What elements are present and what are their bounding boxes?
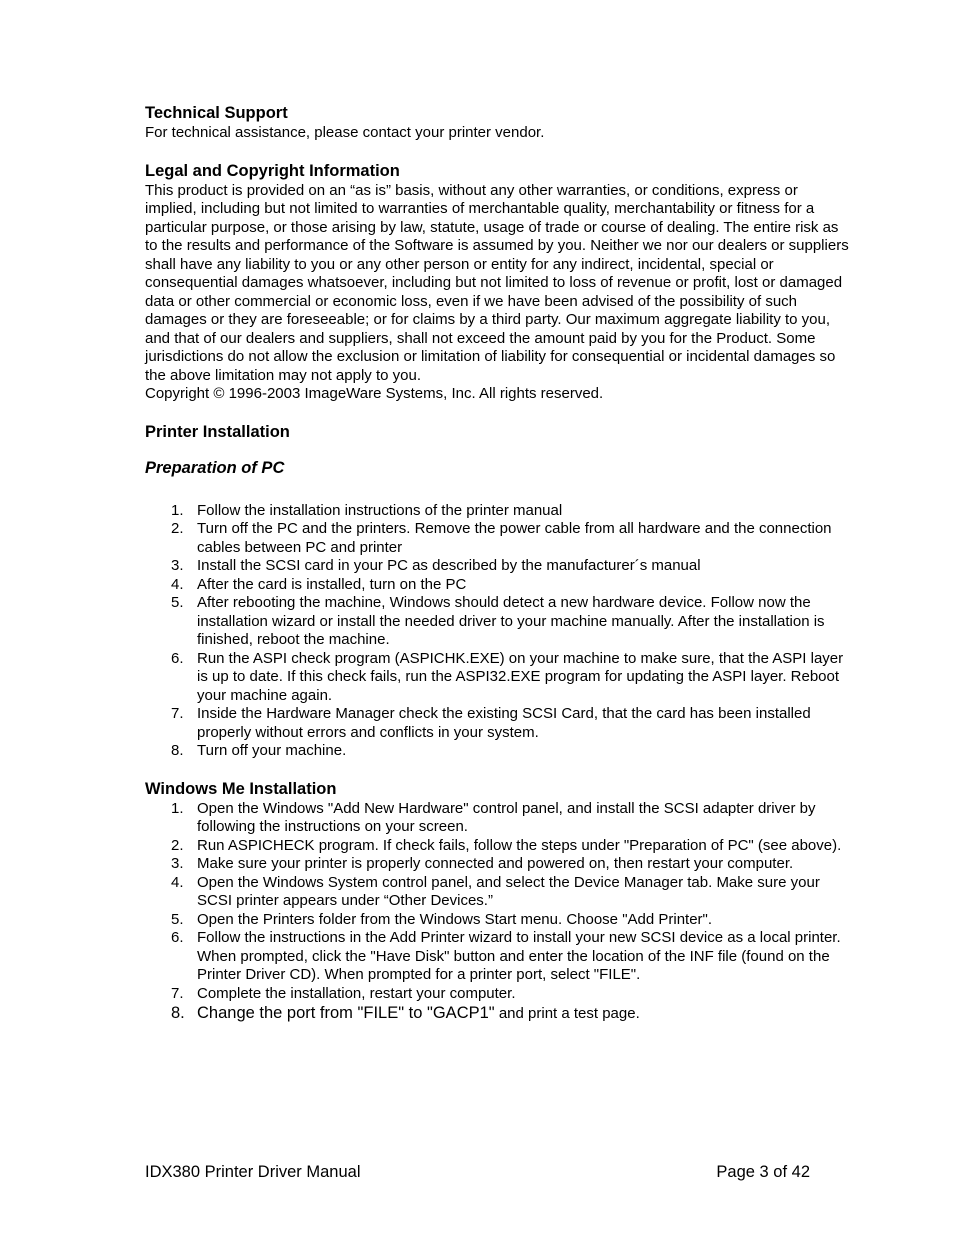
footer-page-number: Page 3 of 42 <box>716 1163 810 1181</box>
technical-support-section <box>145 103 850 143</box>
list-item: 6. Follow the instructions in the Add Printer wizard to install your new SCSI device as a local printer. When prompted, click the "Have Disk" button and enter the location of the INF file (found on the Printer Driver CD). When prompted for a printer port, select "FILE". <box>171 929 841 983</box>
windows-me-steps-list <box>145 800 850 1025</box>
list-item: 2. Run ASPICHECK program. If check fails, follow the steps under "Preparation of PC" (see above). <box>171 836 842 854</box>
list-item: 4. After the card is installed, turn on the PC <box>171 575 467 593</box>
preparation-steps-list <box>145 502 850 761</box>
list-item: 2. Turn off the PC and the printers. Remove the power cable from all hardware and the connection cables between PC and printer <box>171 520 832 556</box>
windows-me-heading: Windows Me Installation <box>145 779 337 798</box>
technical-support-text: For technical assistance, please contact your printer vendor. <box>145 124 545 141</box>
printer-installation-section <box>145 422 850 442</box>
list-item: 8. Turn off your machine. <box>171 742 347 759</box>
legal-section <box>145 161 850 404</box>
list-item: 1. Open the Windows "Add New Hardware" control panel, and install the SCSI adapter driver by following the instructions on your screen. <box>171 799 816 835</box>
list-item: 7. Complete the installation, restart your computer. <box>171 984 516 1002</box>
list-item: 5. After rebooting the machine, Windows should detect a new hardware device. Follow now the installation wizard or install the needed driver to your machine manually. After the installation is finished, reboot the machine. <box>171 594 825 648</box>
list-item: 3. Make sure your printer is properly connected and powered on, then restart your computer. <box>171 855 794 872</box>
printer-installation-heading: Printer Installation <box>145 422 290 441</box>
list-item: 5. Open the Printers folder from the Windows Start menu. Choose "Add Printer". <box>171 910 713 928</box>
copyright-text: Copyright © 1996-2003 ImageWare Systems, Inc. All rights reserved. <box>145 385 604 402</box>
technical-support-heading: Technical Support <box>145 104 288 122</box>
preparation-subheading: Preparation of PC <box>145 458 285 477</box>
legal-heading: Legal and Copyright Information <box>145 161 400 180</box>
legal-text: This product is provided on an “as is” basis, without any other warranties, or conditions, express or implied, including but not limited to warranties of merchantable quality, merchantability or fitness for a particular purpose, or those arising by law, statute, usage of trade or course of dealing. The entire risk as to the results and performance of the Software is assumed by you. Neither we nor our dealers or suppliers shall have any liability to you or any other person or entity for any indirect, incidental, special or consequential damages whatsoever, including but not limited to loss of revenue or profit, lost or damaged data or other commercial or economic loss, even if we have been advised of the possibility of such damages or they are foreseeable; or for claims by a third party. Our maximum aggregate liability to you, and that of our dealers and suppliers, shall not exceed the amount paid by you for the Product. Some jurisdictions do not allow the exclusion or limitation of liability for consequential or incidental damages so the above limitation may not apply to you. <box>145 181 849 384</box>
windows-me-section <box>145 779 850 1025</box>
footer-manual-title: IDX380 Printer Driver Manual <box>145 1163 361 1181</box>
list-item: 4. Open the Windows System control panel, and select the Device Manager tab. Make sure your SCSI printer appears under “Other Devices.” <box>171 873 820 909</box>
list-item: 1. Follow the installation instructions of the printer manual <box>171 501 563 519</box>
list-item: 8. Change the port from "FILE" to "GACP1" and print a test page. <box>171 1004 640 1022</box>
preparation-section <box>145 458 850 761</box>
list-item: 7. Inside the Hardware Manager check the existing SCSI Card, that the card has been installed properly without errors and conflicts in your system. <box>171 705 811 741</box>
document-page <box>145 103 850 1042</box>
list-item: 6. Run the ASPI check program (ASPICHK.EXE) on your machine to make sure, that the ASPI layer is up to date. If this check fails, run the ASPI32.EXE program for updating the ASPI layer. Reboot your machine again. <box>171 649 844 704</box>
list-item: 3. Install the SCSI card in your PC as described by the manufacturer´s manual <box>171 557 701 574</box>
